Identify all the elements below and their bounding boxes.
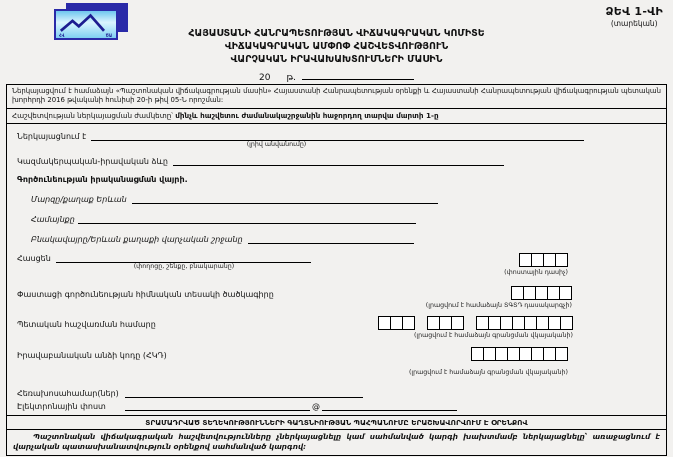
deadline-prefix: Հաշվետվության ներկայացման ժամկետը՝	[12, 111, 173, 120]
presented-by-input[interactable]	[91, 131, 584, 141]
presented-by-row	[17, 131, 656, 141]
entity-code-cells[interactable]	[471, 347, 568, 361]
postal-code-block	[504, 253, 568, 277]
legal-form-label: Կազմակերպական-իրավական ձևը	[17, 157, 168, 166]
address-input[interactable]	[56, 253, 311, 263]
state-registration-row	[17, 316, 656, 340]
entity-code-label: Իրավաբանական անձի կոդը (ՀԿԴ)	[17, 351, 167, 360]
legal-form-row	[17, 156, 656, 166]
email-at-sign: @	[312, 402, 320, 411]
activity-code-block	[426, 286, 572, 310]
state-reg-cells-group3[interactable]	[476, 316, 573, 330]
community-input[interactable]	[78, 214, 416, 224]
input-cell[interactable]	[451, 316, 464, 330]
email-local-input[interactable]	[125, 401, 310, 411]
title-line-1: ՀԱՅԱՍՏԱՆԻ ՀԱՆՐԱՊԵՏՈՒԹՅԱՆ ՎԻՃԱԿԱԳՐԱԿԱՆ ԿՈՄԻՏԵ	[188, 28, 485, 39]
entity-code-row	[17, 347, 656, 377]
year-extra-input[interactable]	[302, 71, 414, 80]
year-suffix: թ.	[286, 73, 296, 83]
address-row	[17, 253, 656, 277]
phone-label: Հեռախոսահամար(ներ)	[17, 389, 119, 398]
input-cell[interactable]	[559, 286, 572, 300]
postal-code-hint: (փոստային դասիչ)	[504, 269, 568, 276]
form-code-label: ՁԵՎ 1-ՎԻ	[605, 5, 663, 18]
input-cell[interactable]	[560, 316, 573, 330]
community-label: Համայնքը	[31, 215, 75, 224]
armstat-logo	[54, 3, 128, 40]
settlement-input[interactable]	[248, 234, 414, 244]
region-row	[31, 194, 656, 204]
email-row	[17, 401, 656, 411]
deadline-notice	[7, 109, 666, 124]
presented-by-hint: (լրիվ անվանումը)	[246, 141, 307, 148]
activity-code-hint: (լրացվում է համաձայն ՏԳՏԴ դասակարգչի)	[425, 302, 572, 309]
year-line	[0, 71, 673, 83]
postal-code-cells[interactable]	[519, 253, 568, 267]
form-fields-area	[7, 124, 666, 415]
community-row	[31, 214, 656, 224]
input-cell[interactable]	[402, 316, 415, 330]
form-body-box	[6, 84, 667, 456]
activity-code-label: Փաստացի գործունեության հիմնական տեսակի ծածկագիրը	[17, 290, 274, 299]
address-hint: (փողոցը, շենքը, բնակարանը)	[133, 263, 235, 270]
title-line-3: ՎԱՐՉԱԿԱՆ ԻՐԱՎԱԽԱԽՏՈՒՄՆԵՐԻ ՄԱՍԻՆ	[230, 54, 443, 65]
email-domain-input[interactable]	[322, 401, 457, 411]
state-registration-hint: (լրացվում է համաձայն գրանցման վկայականի)	[413, 332, 573, 339]
state-reg-cells-group2[interactable]	[427, 316, 464, 330]
confidentiality-notice: ՏՐԱՄԱԴՐՎԱԾ ՏԵՂԵԿՈՒԹՅՈՒՆՆԵՐԻ ԳԱՂՏՆԻՈՒԹՅԱՆ ՊԱՀՊԱՆՈՒՄԸ ԵՐԱՇԽԱՎՈՐՎՈՒՄ Է ՕՐԵՆՔՈՎ	[7, 415, 666, 430]
activity-location-label: Գործունեության իրականացման վայրի.	[17, 175, 188, 184]
phone-input[interactable]	[125, 388, 363, 398]
legal-basis-notice: Ներկայացվում է համաձայն «Պաշտոնական վիճակագրության մասին» Հայաստանի Հանրապետության օրենքի և Հայաստանի Հանրապետության վիճակագրության պետական խորհրդի 2016 թվականի հունիսի 20-ի թիվ 05-Ն որոշման:	[7, 85, 666, 109]
settlement-row	[31, 234, 656, 244]
liability-notice: Պաշտոնական վիճակագրական հաշվետվությունները չներկայացնելը կամ սահմանված կարգի խախտմամբ ներկայացնելը՝ առաջացնում է վարչական պատասխանատվություն օրենքով սահմանված կարգով:	[13, 432, 660, 451]
activity-code-cells[interactable]	[511, 286, 572, 300]
address-field-block	[17, 253, 311, 271]
activity-code-row	[17, 286, 656, 310]
region-label: Մարզը/քաղաք Երևան	[31, 195, 127, 204]
address-label: Հասցեն	[17, 254, 51, 263]
settlement-label: Բնակավայրը/Երևան քաղաքի վարչական շրջանը	[31, 235, 243, 244]
form-period-label: (տարեկան)	[610, 19, 658, 28]
input-cell[interactable]	[555, 347, 568, 361]
presented-by-label: Ներկայացնում է	[17, 132, 87, 141]
logo-text-left: ՀՎ	[59, 33, 65, 38]
title-line-2: ՎԻՃԱԿԱԳՐԱԿԱՆ ԱՄՓՈՓ ՀԱՇՎԵՏՎՈՒԹՅՈՒՆ	[224, 41, 449, 52]
state-reg-cells-group1[interactable]	[378, 316, 415, 330]
deadline-emphasis: մինչև հաշվետու ժամանակաշրջանին հաջորդող տարվա մարտի 1-ը	[175, 111, 439, 120]
region-input[interactable]	[132, 194, 438, 204]
entity-code-hint: (լրացվում է համաձայն գրանցման վկայականի)	[408, 369, 568, 376]
legal-form-input[interactable]	[173, 156, 504, 166]
logo-text-right: ԾԱ	[105, 33, 112, 38]
year-prefix: 20	[259, 73, 271, 83]
activity-location-header	[17, 175, 656, 184]
state-registration-block	[378, 316, 573, 340]
form-code-block	[605, 5, 663, 28]
entity-code-block	[409, 347, 568, 377]
state-registration-label: Պետական հաշվառման համարը	[17, 320, 156, 329]
input-cell[interactable]	[555, 253, 568, 267]
email-label: Էլեկտրոնային փոստ	[17, 402, 106, 411]
phone-row	[17, 388, 656, 398]
form-header	[0, 0, 673, 84]
logo-chart-icon	[54, 9, 118, 40]
